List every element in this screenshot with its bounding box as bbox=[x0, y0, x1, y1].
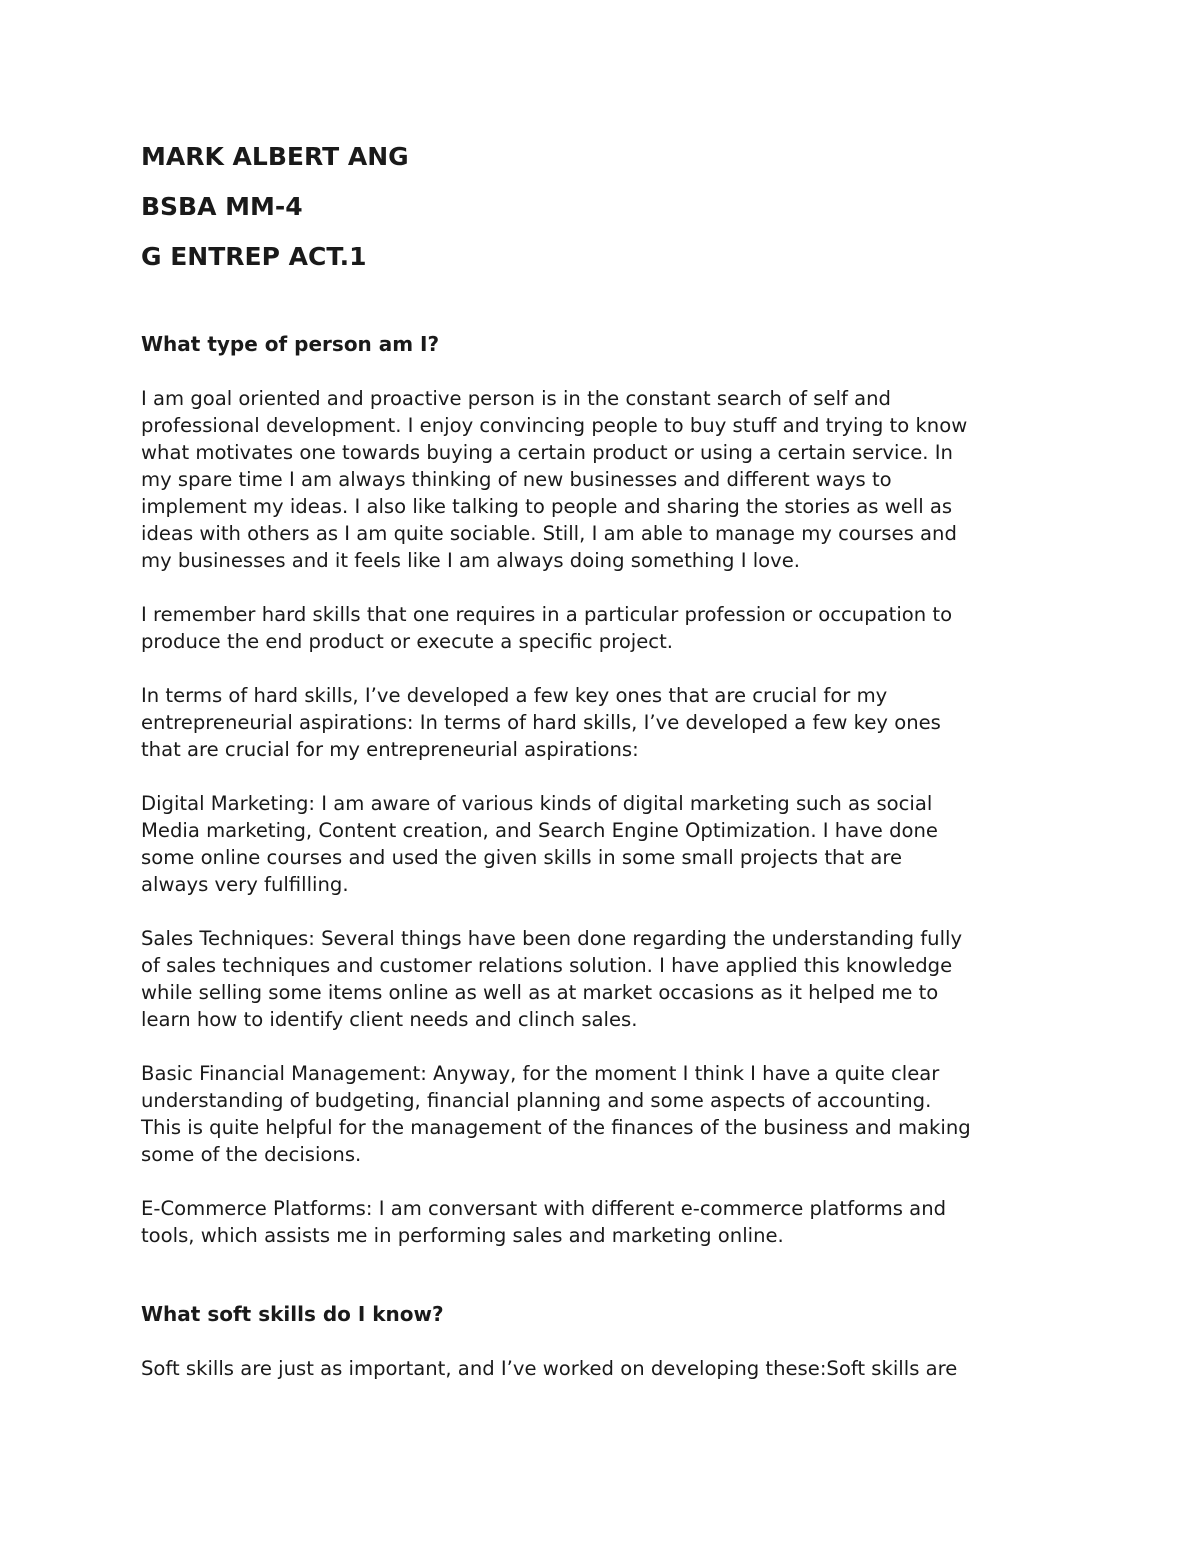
paragraph-hard-skills-intro bbox=[141, 601, 1071, 655]
text-line: what motivates one towards buying a certain product or using a certain service. In bbox=[141, 441, 953, 464]
paragraph-about-me bbox=[141, 385, 1071, 574]
text-line: entrepreneurial aspirations: In terms of hard skills, I’ve developed a few key ones bbox=[141, 711, 941, 734]
text-line: Basic Financial Management: Anyway, for the moment I think I have a quite clear bbox=[141, 1062, 940, 1085]
section-heading-person-type: What type of person am I? bbox=[141, 332, 440, 356]
paragraph-sales-techniques bbox=[141, 925, 1071, 1033]
text-line: tools, which assists me in performing sales and marketing online. bbox=[141, 1224, 784, 1247]
section-heading-soft-skills: What soft skills do I know? bbox=[141, 1302, 444, 1326]
text-line: some of the decisions. bbox=[141, 1143, 362, 1166]
text-line: while selling some items online as well as at market occasions as it helped me to bbox=[141, 981, 939, 1004]
text-line: understanding of budgeting, financial planning and some aspects of accounting. bbox=[141, 1089, 932, 1112]
text-line: my spare time I am always thinking of new businesses and different ways to bbox=[141, 468, 892, 491]
paragraph-soft-skills bbox=[141, 1355, 1071, 1382]
text-line: some online courses and used the given skills in some small projects that are bbox=[141, 846, 903, 869]
text-line: I remember hard skills that one requires in a particular profession or occupation to bbox=[141, 603, 953, 626]
text-line: Sales Techniques: Several things have been done regarding the understanding fully bbox=[141, 927, 963, 950]
text-line: implement my ideas. I also like talking to people and sharing the stories as well as bbox=[141, 495, 953, 518]
text-line: Soft skills are just as important, and I’ve worked on developing these:Soft skills are bbox=[141, 1357, 958, 1380]
text-line: Media marketing, Content creation, and Search Engine Optimization. I have done bbox=[141, 819, 938, 842]
text-line: professional development. I enjoy convincing people to buy stuff and trying to know bbox=[141, 414, 968, 437]
author-name: MARK ALBERT ANG bbox=[141, 142, 409, 171]
document-body bbox=[141, 138, 1071, 1382]
text-line: I am goal oriented and proactive person is in the constant search of self and bbox=[141, 387, 891, 410]
activity-title: G ENTREP ACT.1 bbox=[141, 242, 367, 271]
text-line: ideas with others as I am quite sociable. Still, I am able to manage my courses and bbox=[141, 522, 957, 545]
text-line: my businesses and it feels like I am always doing something I love. bbox=[141, 549, 801, 572]
text-line: E-Commerce Platforms: I am conversant with different e-commerce platforms and bbox=[141, 1197, 947, 1220]
text-line: produce the end product or execute a specific project. bbox=[141, 630, 673, 653]
text-line: always very fulfilling. bbox=[141, 873, 349, 896]
text-line: learn how to identify client needs and clinch sales. bbox=[141, 1008, 638, 1031]
text-line: of sales techniques and customer relations solution. I have applied this knowledge bbox=[141, 954, 953, 977]
text-line: that are crucial for my entrepreneurial aspirations: bbox=[141, 738, 639, 761]
paragraph-ecommerce bbox=[141, 1195, 1071, 1249]
text-line: Digital Marketing: I am aware of various kinds of digital marketing such as social bbox=[141, 792, 933, 815]
course-section: BSBA MM-4 bbox=[141, 192, 303, 221]
paragraph-hard-skills-summary bbox=[141, 682, 1071, 763]
paragraph-financial-management bbox=[141, 1060, 1071, 1168]
text-line: In terms of hard skills, I’ve developed a few key ones that are crucial for my bbox=[141, 684, 888, 707]
paragraph-digital-marketing bbox=[141, 790, 1071, 898]
text-line: This is quite helpful for the management of the finances of the business and making bbox=[141, 1116, 971, 1139]
